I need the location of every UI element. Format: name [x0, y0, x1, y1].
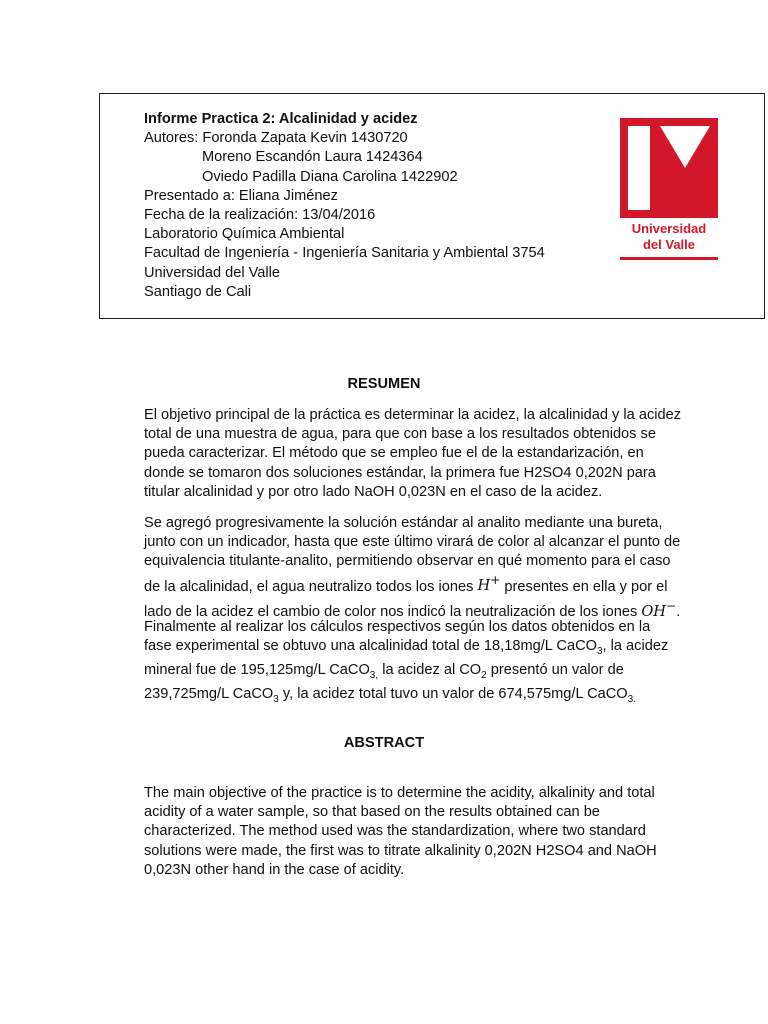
text-line: de la alcalinidad, el agua neutralizo todos los iones H+ presentes en ella y por el: [144, 573, 668, 595]
text-line: junto con un indicador, hasta que este último virará de color al alcanzar el punto de: [144, 534, 681, 551]
text-line: total de una muestra de agua, para que con base a los resultados obtenidos se: [144, 426, 656, 443]
text-line: solutions were made, the first was to titrate alkalinity 0,202N H2SO4 and NaOH: [144, 842, 657, 859]
text-line: lado de la acidez el cambio de color nos indicó la neutralización de los iones OH−.: [144, 598, 681, 620]
ion-oh: OH−: [641, 598, 677, 620]
university-line: Universidad del Valle: [144, 264, 281, 281]
ion-h: H+: [477, 573, 501, 595]
author-2: Moreno Escandón Laura 1424364: [202, 149, 423, 166]
city-line: Santiago de Cali: [144, 283, 252, 300]
abstract-title: ABSTRACT: [343, 735, 425, 751]
text-line: donde se tomaron dos soluciones estándar, la primera fue H2SO4 0,202N para: [144, 464, 656, 481]
text-line: El objetivo principal de la práctica es determinar la acidez, la alcalinidad y la acidez: [144, 407, 682, 423]
university-logo: [620, 118, 718, 260]
text-line: titular alcalinidad y por otro lado NaOH 0,023N en el caso de la acidez.: [144, 483, 603, 500]
text-line: Finalmente al realizar los cálculos respectivos según los datos obtenidos en la: [144, 619, 651, 635]
resumen-title: RESUMEN: [347, 376, 421, 392]
text-line: The main objective of the practice is to determine the acidity, alkalinity and total: [144, 785, 655, 801]
text-line: characterized. The method used was the standardization, where two standard: [144, 823, 646, 840]
lab-line: Laboratorio Química Ambiental: [144, 226, 345, 243]
abstract-paragraph: [144, 784, 697, 880]
text-line: 239,725mg/L CaCO$_3$ y, la acidez total tuvo un valor de 674,575mg/L CaCO$_{3.}$: [144, 686, 636, 706]
date-line: Fecha de la realización: 13/04/2016: [144, 207, 376, 224]
text-line: equivalencia titulante-analito, permitiendo observar en qué momento para el caso: [144, 553, 671, 570]
report-title: Informe Practica 2: Alcalinidad y acidez: [144, 111, 418, 127]
text-line: Se agregó progresivamente la solución estándar al analito mediante una bureta,: [144, 515, 663, 531]
author-3: Oviedo Padilla Diana Carolina 1422902: [202, 168, 458, 185]
authors-line: Autores: Foronda Zapata Kevin 1430720: [144, 130, 408, 147]
header-box: [99, 93, 765, 319]
faculty-line: Facultad de Ingeniería - Ingeniería Sanitaria y Ambiental 3754: [144, 245, 545, 262]
text-line: 0,023N other hand in the case of acidity.: [144, 861, 405, 878]
resumen-paragraph-3: [144, 618, 697, 710]
text-line: pueda caracterizar. El método que se empleo fue el de la estandarización, en: [144, 445, 644, 462]
header-info: [144, 110, 545, 302]
resumen-paragraph-2: [144, 514, 697, 622]
resumen-paragraph-1: [144, 406, 697, 502]
text-line: fase experimental se obtuvo una alcalinidad total de 18,18mg/L CaCO$_3$, la acidez: [144, 638, 669, 658]
logo-text-1: Universidad: [631, 221, 707, 236]
logo-text-2: del Valle: [642, 237, 696, 252]
text-line: mineral fue de 195,125mg/L CaCO$_{3,}$ la acidez al $CO_2$ presentó un valor de: [144, 662, 624, 682]
text-line: acidity of a water sample, so that based on the results obtained can be: [144, 804, 600, 821]
presented-to: Presentado a: Eliana Jiménez: [144, 187, 338, 204]
